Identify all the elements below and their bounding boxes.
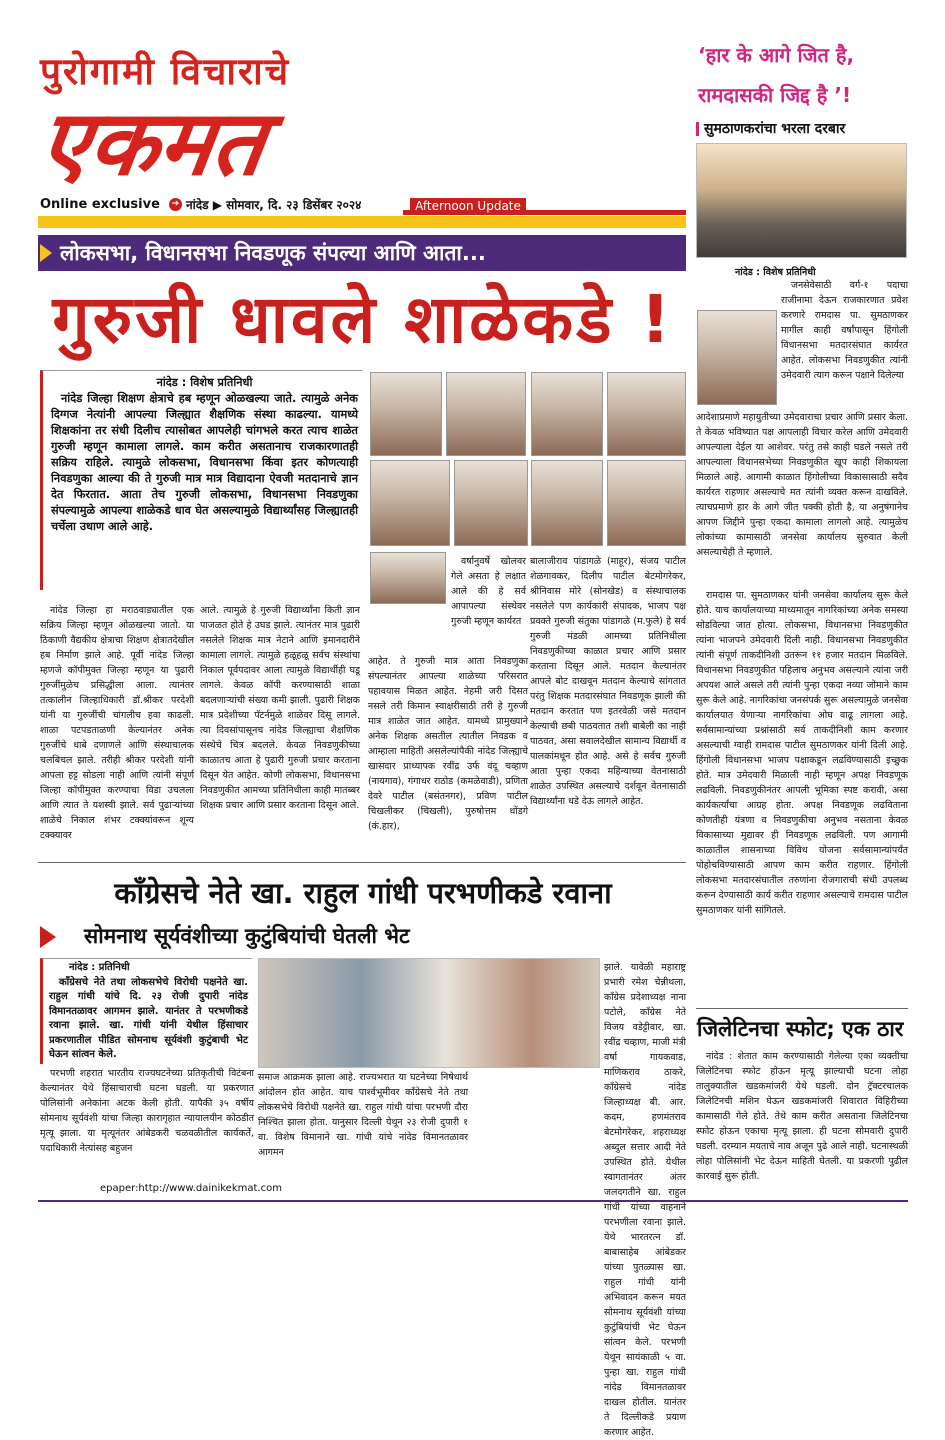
- second-headline: काँग्रेसचे नेते खा. राहुल गांधी परभणीकडे रवाना: [114, 876, 612, 910]
- sidebar-col-1: [696, 410, 908, 586]
- second-col-2: [258, 1070, 468, 1180]
- lead-col-4-text: बालाजीराव पांडागळे (माहूर), संजय पाटील शेळगावकर, दिलीप पाटील बेटमोगरेकर, श्रीनिवास मोरे (सोनखेड) व संस्थाचालक नसलेले पण कार्यकारी संपादक, भाजप पक्ष प्रवक्ते गुरुजी संतुका पांडागळे (म.फुले) हे सर्व गुरुजी मंडळी आमच्या प्रतिनिधीला निवडणुकीच्या काळात प्रचार आणि प्रसार करताना दिसून आले. मतदान केल्यानंतर आपले बोट दाखवून मतदान केल्याचे सांगतात परंतु शिक्षक मतदारसंघात निवडणूक झाली की मतदान करतात पण इतरवेळी जसे मतदान केल्याची छबी पाठवतात तशी बाबेली का नाही पाठवत, असा सवालदेखील सामान्य विद्यार्थी व पालकांमधून होत आहे. असे हे सर्वच गुरुजी आता पुन्हा एकदा महिन्याच्या वेतनासाठी शाळेत उपस्थित असल्याचे दर्शवून वेतनासाठी विद्यार्थ्यांना धडे देऊ लागले आहेत.: [530, 556, 686, 807]
- second-col-1-text: परभणी शहरात भारतीय राज्यघटनेच्या प्रतिकृतीची विटंबना केल्यानंतर येथे हिंसाचाराची घटना घडली. या प्रकरणात पोलिसांनी अनेकांना अटक केली होती. यापैकी ३५ वर्षीय सोमनाथ सूर्यवंशी यांचा जिल्हा कारागृहात न्यायालयीन कोठडीत मृत्यू झाला. या मृत्यूनंतर आंबेडकरी चळवळीतील कार्यकर्ते, पदाधिकारी नेत्यांसह बहुजन: [40, 1068, 254, 1154]
- footer-url[interactable]: epaper:http://www.dainikekmat.com: [100, 1183, 282, 1194]
- second-col-2-text: समाज आक्रमक झाला आहे. राज्यभरात या घटनेच्या निषेधार्थ आंदोलन होत आहेत. याच पार्श्वभूमीवर काँग्रेसचे नेते तथा लोकसभेचे विरोधी पक्षनेते खा. राहुल गांधी यांचा परभणी दौरा निश्चित झाला होता. यानुसार दिल्ली येथून २३ रोजी दुपारी १ वा. विशेष विमानाने खा. गांधी यांचे नांदेड विमानतळावर आगमन: [258, 1072, 468, 1158]
- portrait-2: [446, 372, 526, 456]
- masthead-title: एकमत: [32, 91, 272, 196]
- sidebar-byline: नांदेड : विशेष प्रतिनिधी: [735, 267, 816, 278]
- sidebar-intro: जनसेवेसाठी वर्ग-१ पदाचा राजीनामा देऊन राजकारणात प्रवेश करणारे रामदास पा. सुमठाणकर मागील काही वर्षांपासून हिंगोली विधानसभा मतदारसंघात कार्यरत आहेत. लोकसभा निवडणुकीत त्यांनी उमेदवारी त्याग करून पक्षाने दिलेल्या: [781, 280, 908, 381]
- lead-col-4: [530, 554, 686, 856]
- lead-col-3b-text: आहेत. ते गुरुजी मात्र आता निवडणुका संपल्यानंतर आपल्या शाळेच्या परिसरात पहावयास मिळत आहेत. नेहमी जरी दिसत नसले तरी किमान स्वाक्षरीसाठी तरी हे गुरुजी मात्र शाळेत जात आहेत. यामध्ये प्रामुख्याने अनेक शिक्षक असतील त्यातील निवडक व आम्हाला माहिती असलेल्यांपैकी नांदेड जिल्ह्याचे खासदार प्राध्यापक रवींद्र उर्फ वंदू चव्हाण (नायगाव), गंगाधर राठोड (कमळेवाडी), प्रणिता देवरे पाटील (बसंतनगर), प्रविण पाटील चिखलीकर (चिखली), पुरुषोत्तम धोंडगे (कं.हार),: [368, 656, 528, 832]
- blast-text: नांदेड : शेतात काम करण्यासाठी गेलेल्या एका व्यक्तीचा जिलेटिनचा स्फोट होऊन मृत्यू झाल्याची घटना लोहा तालुक्यातील खडकमांजरी येथे घडली. दोन ट्रॅक्टरचालक जिलेटिनची मशिन घेऊन खडकमांजरी शिवारात विहिरीच्या कामासाठी गेले होते. तेथे काम करीत असताना जिलेटिनचा स्फोट होऊन एकाचा मृत्यू झाला. ही घटना सोमवारी दुपारी घडली. दरम्यान मयताचे नाव अजून पुढे आले नाही. घटनास्थळी लोहा पोलिसांनी भेट देऊन माहिती घेतली. या प्रकरणी पुढील कारवाई सुरू होती.: [696, 1051, 908, 1182]
- portrait-4: [607, 372, 686, 456]
- blast-headline: जिलेटिनचा स्फोट; एक ठार: [697, 1017, 904, 1041]
- sidebar-col-2: [696, 588, 908, 998]
- sidebar-text-1: आदेशाप्रमाणे महायुतीच्या उमेदवाराचा प्रचार आणि प्रसार केला. ते केवळ भविष्यात पक्ष आपलाही विचार करेल आणि उमेदवारी आपल्याला देईल या आशेवर. परंतु तसे काही घडले नसले तरी आपल्याला विधानसभेच्या निवडणुकीत खूप काही शिकायला मिळाले आहे. आगामी काळात हिंगोलीच्या विकासासाठी सदैव कार्यरत राहणार असल्याचे मत त्यांनी व्यक्त करून दाखविले. त्याचप्रमाणे हार के आगे जीत पक्की होती है, या अनुषंगानेच आपण जिद्दीने पुन्हा एकदा कामाला लागलो आहे. त्यामुळेच लोकांच्या कामासाठी जनसेवा कार्यालय सुरुवात केली असल्याचेही ते म्हणाले.: [696, 412, 908, 558]
- sidebar-intro-col: [781, 278, 908, 410]
- sidebar-text-2: रामदास पा. सुमठाणकर यांनी जनसेवा कार्यालय सुरू केले होते. याच कार्यालयाच्या माध्यमातून नागरिकांच्या अनेक समस्या सोडविल्या जात होत्या. लोकसभा, विधानसभा निवडणुकीत त्यांना भाजपने उमेदवारी दिली नाही. विधानसभा निवडणुकीत त्यांनी संपूर्ण ताकदीनिशी उतरून ११ हजार मतदान मिळविले. विधानसभा निवडणुकीत पहिलाच अनुभव असल्याने त्यांना जरी अपयश आले असले तरी त्यांनी पुन्हा एकदा नव्या जोमाने काम सुरू केले आहे. नागरिकांचा जनसंपर्क सुरू असल्यामुळे जनसेवा कार्यालयात येणाऱ्या नागरिकांचा ओघ वाढू लागला आहे. सर्वसामान्यांच्या प्रश्नांसाठी सर्व ताकदीनिशी काम करणार असल्याची ग्वाही रामदास पाटील सुमठाणकर यांनी दिली आहे. हिंगोली विधानसभा भाजप पक्षाकडून लढविण्यासाठी इच्छुक होते. मात्र उमेदवारी मिळाली नाही म्हणून अपक्ष निवडणूक लढविली. निवडणुकीनंतर आपली भूमिका स्पष्ट करावी, असा कार्यकर्त्यांचा आग्रह होता. अपक्ष निवडणूक लढविताना कोणतीही यंत्रणा व निवडणुकीचा अनुभव नसताना केवळ विकासाच्या मुद्यावर ही निवडणूक लढविली. पण आगामी काळातील शासनाच्या विविध योजना सर्वसामान्यांपर्यंत पोहोचविण्यासाठी आपण काम करीत राहणार. हिंगोली लोकसभा मतदारसंघातील तरुणांना रोजगाराची संधी उपलब्ध करून देण्यासाठी कार्य करीत राहणार असल्याचे रामदास पाटील सुमठाणकर यांनी सांगितले.: [696, 590, 908, 916]
- lead-headline: गुरुजी धावले शाळेकडे !: [52, 281, 674, 358]
- portrait-8: [607, 460, 686, 546]
- lead-col-1: [40, 603, 194, 863]
- lead-col-1-text: नांदेड जिल्हा हा मराठवाड्यातील एक सक्रिय जिल्हा म्हणून ओळखल्या जातो. या ठिकाणी वैद्यकीय क्षेत्राचा शिक्षण क्षेत्रातदेखील हब निर्माण झाले आहे. पूर्वी नांदेड जिल्हा म्हणजे कॉपीमुक्त जिल्हा म्हणून या पुढारी गुरुजींमुळेच प्रसिद्धीला आला. त्यानंतर तत्कालीन जिल्हाधिकारी डॉ.श्रीकर परदेशी यांनी या गुरुजींची चांगलीच हवा काढली. शाळा पटपडताळणी केल्यानंतर अनेक गुरुजींचे धाबे दणाणले आणि संस्थाचालक चलबिचल झाले. तरीही श्रीकर परदेशी यांनी आपला हट्ट सोडला नाही आणि त्यांनी संपूर्ण जिल्हा कॉपीमुक्त करण्याचा विडा उचलला आणि त्यात ते यशस्वी झाले. सर्व पुढाऱ्यांच्या शाळेचे निकाल शंभर टक्क्यांवरून शून्य टक्क्यावर: [40, 605, 194, 841]
- sidebar-portrait: [697, 310, 777, 405]
- divider: [38, 862, 686, 863]
- lead-col-2-text: आले. त्यामुळे हे गुरुजी विद्यार्थ्यांना किती ज्ञान पाजळत होते हे उघड झाले. त्यानंतर मात्र पुढारी नसलेले शिक्षक मात्र नेटाने आणि इमानदारीने कामाला लागले. त्यामुळे हळूहळू सर्वच संस्थांचा निकाल पूर्वपदावर आला त्यामुळे विद्यार्थीही घडू लागले. केवळ कॉपी करण्यासाठी शाळा बदलणाऱ्यांची संख्या कमी झाली. पुढारी शिक्षक मात्र प्रदेशीच्या पॅटर्नमुळे शाळेवर दिसू लागले. त्या दिवसांपासूनच नांदेड जिल्ह्याचा शैक्षणिक संस्थेचे चित्र बदलले. केवळ निवडणुकीच्या काळातच आता हे पुढारी गुरुजी प्रचार करताना दिसून येत आहेत. कोणी लोकसभा, विधानसभा निवडणुकीत आमच्या प्रतिनिधीला काही मातब्बर शिक्षक प्रचार आणि प्रसार करताना दिसून आले.: [200, 605, 360, 811]
- portrait-5: [370, 460, 450, 546]
- dateline: नांदेड ▶ सोमवार, दि. २३ डिसेंबर २०२४: [186, 198, 362, 212]
- second-col-3-text-wrap: [472, 960, 686, 1438]
- second-col-3-text: झाले. यावेळी महाराष्ट्र प्रभारी रमेश चेन्नीथला, काँग्रेस प्रदेशाध्यक्ष नाना पटोले, काँग्रेस नेते विजय वडेट्टीवार, खा. रवींद्र चव्हाण, माजी मंत्री वर्षा गायकवाड, माणिकराव ठाकरे, काँग्रेसचे नांदेड जिल्हाध्यक्ष बी. आर. कदम, हणमंतराव बेटमोगरेकर, शहराध्यक्ष अब्दुल सत्तार आदी नेते उपस्थित होते. येथील स्वागतानंतर अंतर जलदगतीने खा. राहुल गांधी यांच्या वाहनाने परभणीला रवाना झाले. येथे भारतरत्न डॉ. बाबासाहेब आंबेडकर यांच्या पुतळ्यास खा. राहुल गांधी यांनी अभिवादन करून मयत सोमनाथ सूर्यवंशी यांच्या कुटुंबियांची भेट घेऊन सांत्वन केले. परभणी येथून सायंकाळी ५ वा. पुन्हा खा. राहुल गांधी नांदेड विमानतळावर दाखल होतील. यानंतर ते दिल्लीकडे प्रयाण करणार आहेत.: [604, 962, 686, 1438]
- online-label: Online exclusive: [40, 197, 160, 212]
- second-col-1: [40, 1066, 254, 1176]
- update-badge: Afternoon Update: [410, 198, 526, 214]
- lead-intro-box: [40, 370, 362, 590]
- lead-byline: नांदेड : विशेष प्रतिनिधी: [156, 376, 253, 389]
- sidebar-caption-marker-icon: [696, 122, 699, 136]
- masthead-bar: [38, 216, 686, 228]
- lead-intro: नांदेड जिल्हा शिक्षण क्षेत्राचे हब म्हणून ओळखल्या जाते. त्यामुळे अनेक दिग्गज नेत्यांनी आपल्या जिल्ह्यात शैक्षणिक संस्था काढल्या. यामध्ये शिक्षकांना तर संधी दिलीच त्यासोबत आपलेही चांगभले करत त्याच शाळेत गुरुजी म्हणून कामाला लागले. काम करीत असतानाच राजकारणातही सक्रिय राहिले. त्यामुळे लोकसभा, विधानसभा किंवा इतर कोणत्याही निवडणुका आल्या की ते गुरुजी मात्र मात्र विद्यादाना ऐवजी मतदानाचे ज्ञान देत फिरतात. आता तेच गुरुजी लोकसभा, विधानसभा निवडणुका संपल्यामुळे आपल्या शाळेकडे धाव घेत असल्यामुळे विद्यार्थ्यांसह जिल्ह्यातही चर्चेला उधाण आले आहे.: [51, 392, 358, 533]
- second-intro-box: [40, 958, 252, 1064]
- sidebar-photo: [696, 143, 907, 258]
- second-subhead: सोमनाथ सूर्यवंशीच्या कुटुंबियांची घेतली भेट: [84, 924, 410, 948]
- portrait-9: [370, 552, 446, 604]
- lead-col-3a: [451, 554, 526, 654]
- lead-col-2: [200, 603, 360, 863]
- sidebar-divider: [696, 1008, 908, 1009]
- masthead-tagline: पुरोगामी विचाराचे: [40, 50, 291, 93]
- portrait-7: [531, 460, 603, 546]
- lead-col-3b: [368, 654, 528, 854]
- subhead-arrow-icon: [40, 926, 56, 948]
- sidebar-quote-line-1: ‘हार के आगे जित है,: [698, 43, 855, 67]
- sidebar-quote-line-2: रामदासकी जिद्द है ’!: [698, 83, 852, 107]
- kicker: लोकसभा, विधानसभा निवडणूक संपल्या आणि आता...: [60, 241, 486, 265]
- second-byline: नांदेड : प्रतिनिधी: [69, 962, 130, 973]
- footer-rule: [38, 1200, 908, 1202]
- lead-col-3a-text: वर्षानुवर्षे खोलवर गेले असता हे लक्षात आले की हे सर्व आपापल्या संस्थेवर गुरुजी म्हणून कार्यरत: [451, 556, 526, 627]
- portrait-1: [370, 372, 442, 456]
- arrow-right-icon: ➔: [169, 198, 182, 211]
- kicker-arrow-icon: [40, 244, 52, 262]
- portrait-6: [454, 460, 528, 546]
- blast-col: [696, 1049, 908, 1182]
- second-intro: काँग्रेसचे नेते तथा लोकसभेचे विरोधी पक्षनेते खा. राहुल गांधी यांचे दि. २३ रोजी दुपारी नांदेड विमानतळावर आगमन झाले. यानंतर ते परभणीकडे रवाना झाले. खा. गांधी यांनी येथील हिंसाचार प्रकरणातील पीडित सोमनाथ सूर्यवंशी कुटुंबाची भेट घेऊन सांत्वन केले.: [49, 976, 248, 1060]
- portrait-3: [531, 372, 603, 456]
- sidebar-photo-caption: सुमठाणकरांचा भरला दरबार: [704, 121, 846, 137]
